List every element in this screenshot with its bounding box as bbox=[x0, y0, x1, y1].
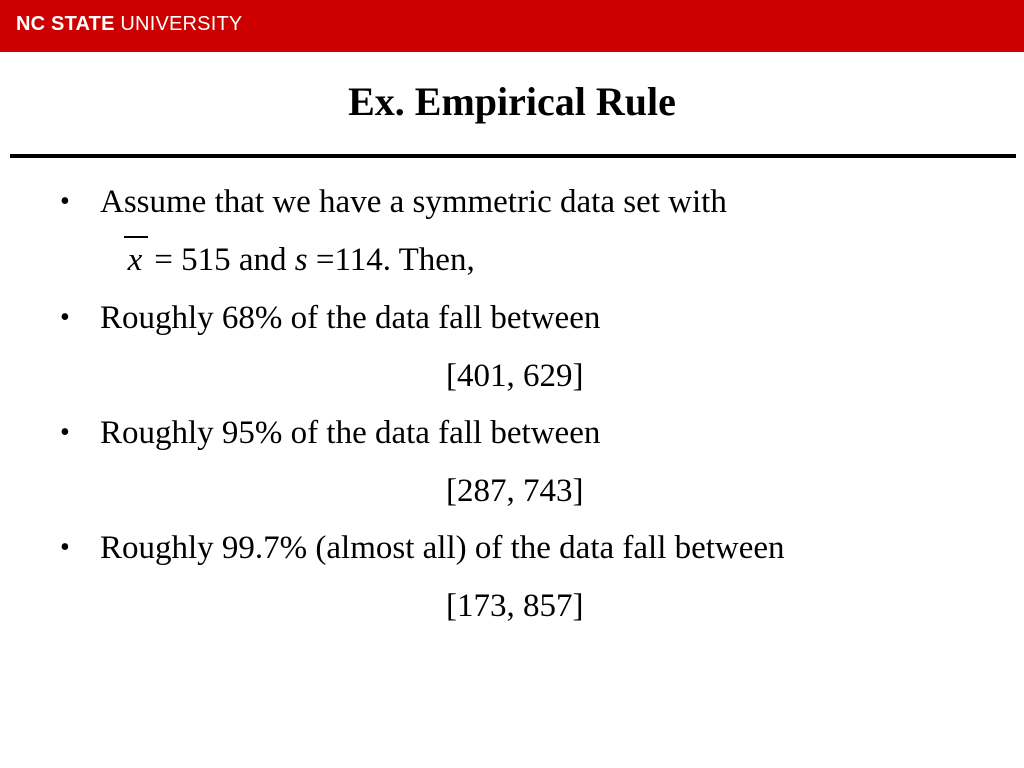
interval-2sd: [287, 743] bbox=[446, 473, 584, 509]
logo-regular-text: UNIVERSITY bbox=[120, 13, 243, 35]
interval-3sd: [173, 857] bbox=[446, 588, 584, 624]
bullet-text-2: Roughly 68% of the data fall between bbox=[100, 300, 601, 336]
s-symbol: s bbox=[294, 242, 308, 278]
bullet-text-3: Roughly 95% of the data fall between bbox=[100, 415, 601, 451]
bullet-text-4: Roughly 99.7% (almost all) of the data fall between bbox=[100, 530, 785, 566]
mean-value-text: = 515 and bbox=[146, 242, 295, 278]
mean-sd-expression bbox=[124, 240, 475, 280]
nc-state-logo bbox=[16, 12, 242, 36]
title-divider bbox=[10, 154, 1016, 158]
bullet-icon: • bbox=[60, 302, 70, 333]
bullet-icon: • bbox=[60, 186, 70, 217]
interval-1sd: [401, 629] bbox=[446, 358, 584, 394]
bullet-icon: • bbox=[60, 532, 70, 563]
university-banner bbox=[0, 0, 1024, 52]
x-bar-symbol: x bbox=[124, 240, 146, 280]
bullet-icon: • bbox=[60, 417, 70, 448]
slide-title: Ex. Empirical Rule bbox=[348, 79, 676, 124]
bullet-text-1: Assume that we have a symmetric data set with bbox=[100, 184, 727, 220]
logo-bold-text: NC STATE bbox=[16, 13, 115, 35]
sd-value-text: =114. Then, bbox=[307, 242, 475, 278]
